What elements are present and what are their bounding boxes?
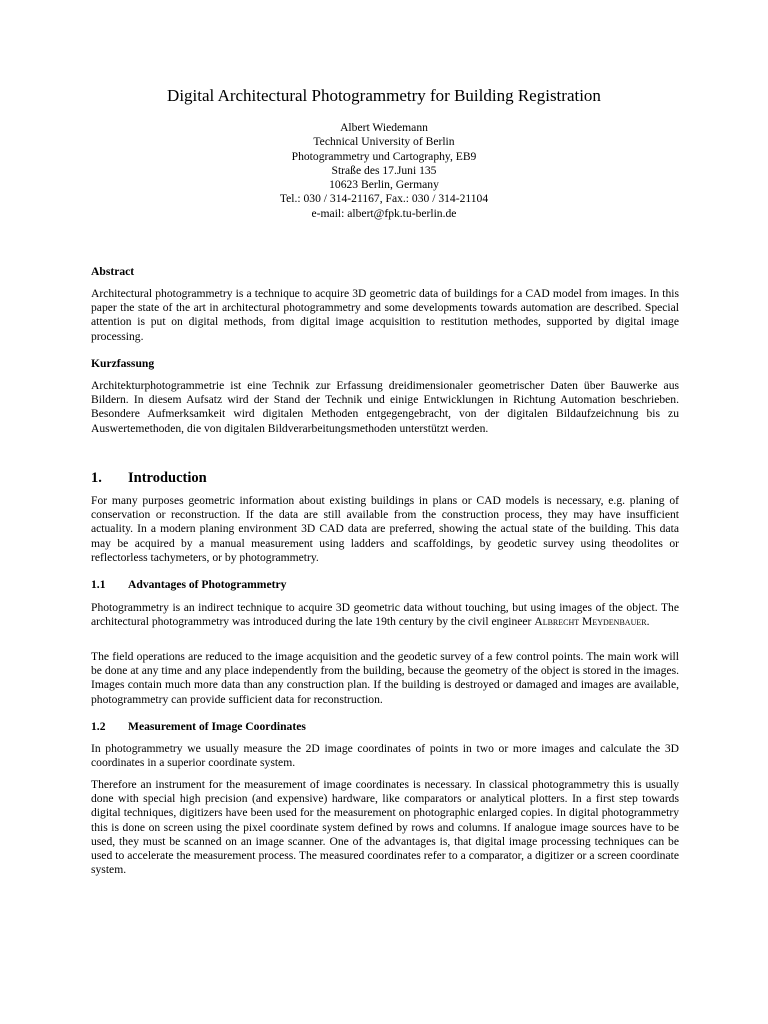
section-1-1-para-2: The field operations are reduced to the image acquisition and the geodetic survey of a few control points. The main work will be done at any time and any place independently from the building, because the geometry of the object is stored in the images. Images contain much more data than any construction plan. If the building is destroyed or damaged and images are available, photogrammetry can provide sufficient data for reconstruction. <box>91 650 679 706</box>
author-street: Straße des 17.Juni 135 <box>331 163 437 177</box>
section-1-2-para-2: Therefore an instrument for the measurement of image coordinates is necessary. In classical photogrammetry this is usually done with special high precision (and expensive) hardware, like comparators or analytical plotters. In a first step towards digital techniques, digitizers have been used for the measurement on photographic enlarged copies. In digital photogrammetry this is done on screen using the pixel coordinate system defined by rows and columns. If analogue image sources have to be used, they must be scanned on an image scanner. One of the advantages is, that digital image processing techniques can be used to accelerate the measurement process. The measured coordinates refer to a comparator, a digitizer or a screen coordinate system. <box>91 778 679 877</box>
author-department: Photogrammetry und Cartography, EB9 <box>291 149 477 163</box>
paper-title: Digital Architectural Photogrammetry for Building Registration <box>167 86 601 105</box>
section-1-2-heading <box>91 720 306 733</box>
author-email: e-mail: albert@fpk.tu-berlin.de <box>311 206 457 220</box>
section-1-1-para-1-end: . <box>646 615 650 629</box>
section-1-heading <box>91 470 207 487</box>
section-1-number: 1. <box>91 470 102 486</box>
kurzfassung-text: Architekturphotogrammetrie ist eine Technik zur Erfassung dreidimensionaler geometrischer Daten über Bauwerke aus Bildern. In diesem Aufsatz wird der Stand der Technik und einige Entwicklungen in Richtung Automation beschrieben. Besondere Aufmerksamkeit wird digitalen Methoden entgegengebracht, von der digitalen Bildaufzeichnung bis zu Auswertemethoden, die von digitalen Bildverarbeitungsmethoden unterstützt werden. <box>91 379 679 435</box>
section-1-1-number: 1.1 <box>91 578 106 591</box>
section-1-2-title: Measurement of Image Coordinates <box>128 720 306 733</box>
author-name: Albert Wiedemann <box>340 121 428 134</box>
kurzfassung-heading: Kurzfassung <box>91 357 155 370</box>
section-1-title: Introduction <box>128 470 207 486</box>
author-city: 10623 Berlin, Germany <box>329 178 439 192</box>
section-1-1-para-1-text: Photogrammetry is an indirect technique to acquire 3D geometric data without touching, but using images of the object. The architectural photogrammetry was introduced during the late 19th century by the civil engineer <box>91 601 679 629</box>
section-1-2-number: 1.2 <box>91 720 106 733</box>
author-block <box>0 121 768 221</box>
section-1-2-para-1: In photogrammetry we usually measure the 2D image coordinates of points in two or more images and calculate the 3D coordinates in a superior coordinate system. <box>91 742 679 770</box>
person-name: Albrecht Meydenbauer <box>534 615 647 629</box>
abstract-text: Architectural photogrammetry is a technique to acquire 3D geometric data of buildings for a CAD model from images. In this paper the state of the art in architectural photogrammetry and some developments towards automation are described. Special attention is put on digital methods, from digital image acquisition to restitution methodes, supported by digital image processing. <box>91 287 679 343</box>
section-1-text: For many purposes geometric information about existing buildings in plans or CAD models is necessary, e.g. planing of conservation or reconstruction. If the data are still available from the construction process, they may have insufficient actuality. In a modern planing environment 3D CAD data are preferred, showing the actual state of the building. This data may be acquired by a manual measurement using ladders and scaffoldings, by geodetic survey using theodolites or reflectorless tachymeters, or by photogrammetry. <box>91 494 679 564</box>
author-phone-fax: Tel.: 030 / 314-21167, Fax.: 030 / 314-21104 <box>279 192 489 206</box>
section-1-1-para-1 <box>91 601 679 629</box>
author-university: Technical University of Berlin <box>313 135 455 149</box>
section-1-1-heading <box>91 578 286 591</box>
section-1-1-title: Advantages of Photogrammetry <box>128 578 287 591</box>
abstract-heading: Abstract <box>91 265 135 278</box>
